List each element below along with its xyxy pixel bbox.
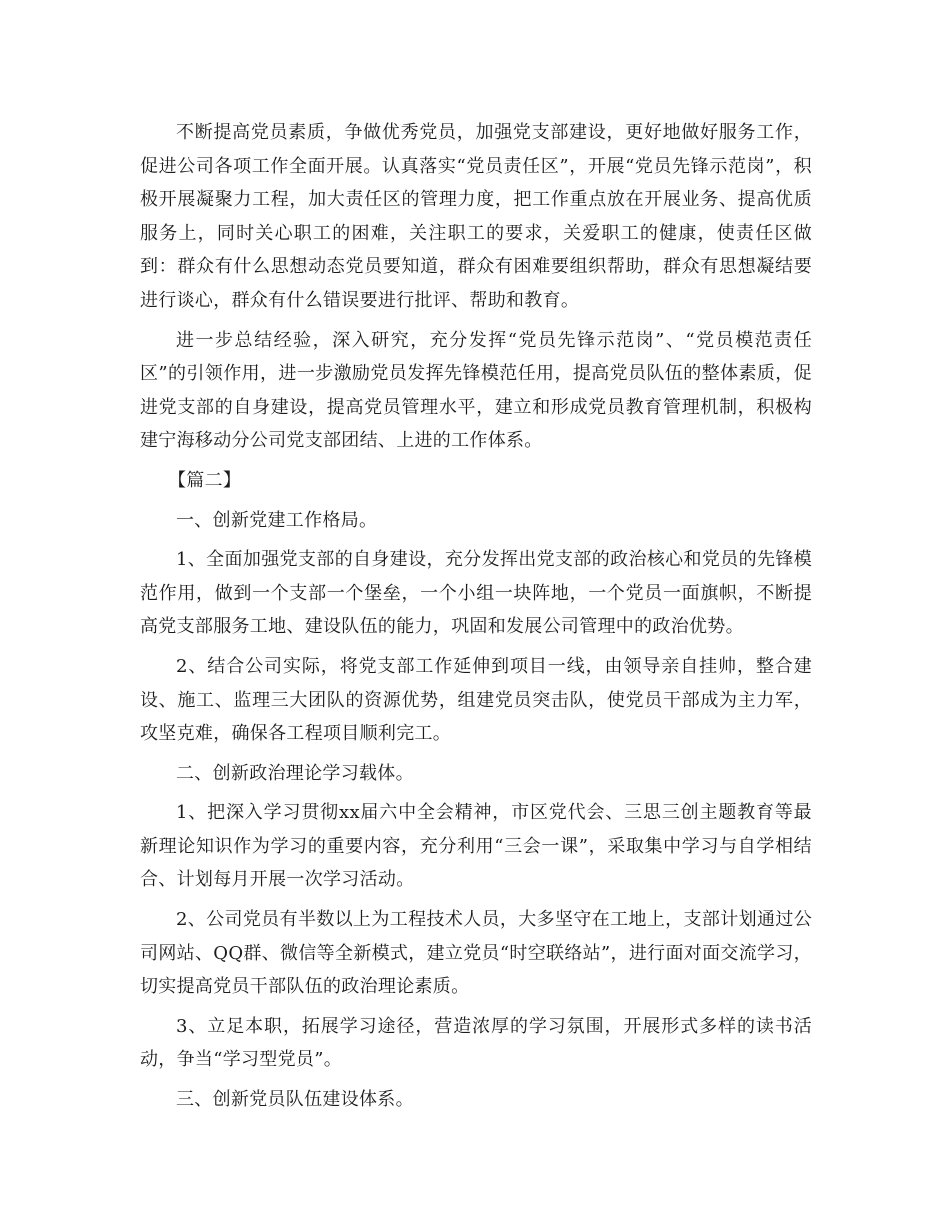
heading-innovate-theory-study: 二、创新政治理论学习载体。 [176,762,414,784]
paragraph-item-2-1: 1、把深入学习贯彻xx届六中全会精神，市区党代会、三思三创主题教育等最新理论知识作为学习的重要内容，充分利用“三会一课”，采取集中学习与自学相结合、计划每月开展一次学习活动。 [140,802,812,891]
paragraph-item-1-2: 2、结合公司实际，将党支部工作延伸到项目一线，由领导亲自挂帅，整合建设、施工、监理三大团队的资源优势，组建党员突击队，使党员干部成为主力军，攻坚克难，确保各工程项目顺利完工。 [140,655,812,745]
paragraph-item-1-1: 1、全面加强党支部的自身建设，充分发挥出党支部的政治核心和党员的先锋模范作用，做到一个支部一个堡垒，一个小组一块阵地，一个党员一面旗帜，不断提高党支部服务工地、建设队伍的能力，巩固和发展公司管理中的政治优势。 [140,549,812,638]
section-heading-part-two: 【篇二】 [168,469,242,491]
heading-innovate-team-building: 三、创新党员队伍建设体系。 [176,1089,414,1111]
paragraph-item-2-3: 3、立足本职，拓展学习途径，营造浓厚的学习氛围，开展形式多样的读书活动，争当“学习型党员”。 [140,1015,812,1071]
heading-innovate-party-building: 一、创新党建工作格局。 [176,509,378,531]
document-body [140,116,812,1117]
paragraph-1: 不断提高党员素质，争做优秀党员，加强党支部建设，更好地做好服务工作，促进公司各项工作全面开展。认真落实“党员责任区”，开展“党员先锋示范岗”，积极开展凝聚力工程，加大责任区的管理力度，把工作重点放在开展业务、提高优质服务上，同时关心职工的困难，关注职工的要求，关爱职工的健康，使责任区做到：群众有什么思想动态党员要知道，群众有困难要组织帮助，群众有思想凝结要进行谈心，群众有什么错误要进行批评、帮助和教育。 [140,122,812,311]
paragraph-item-2-2: 2、公司党员有半数以上为工程技术人员，大多坚守在工地上，支部计划通过公司网站、QQ群、微信等全新模式，建立党员“时空联络站”，进行面对面交流学习，切实提高党员干部队伍的政治理论素质。 [140,909,812,998]
paragraph-2: 进一步总结经验，深入研究，充分发挥“党员先锋示范岗”、“党员模范责任区”的引领作用，进一步激励党员发挥先锋模范任用，提高党员队伍的整体素质，促进党支部的自身建设，提高党员管理水平，建立和形成党员教育管理机制，积极构建宁海移动分公司党支部团结、上进的工作体系。 [140,329,812,452]
